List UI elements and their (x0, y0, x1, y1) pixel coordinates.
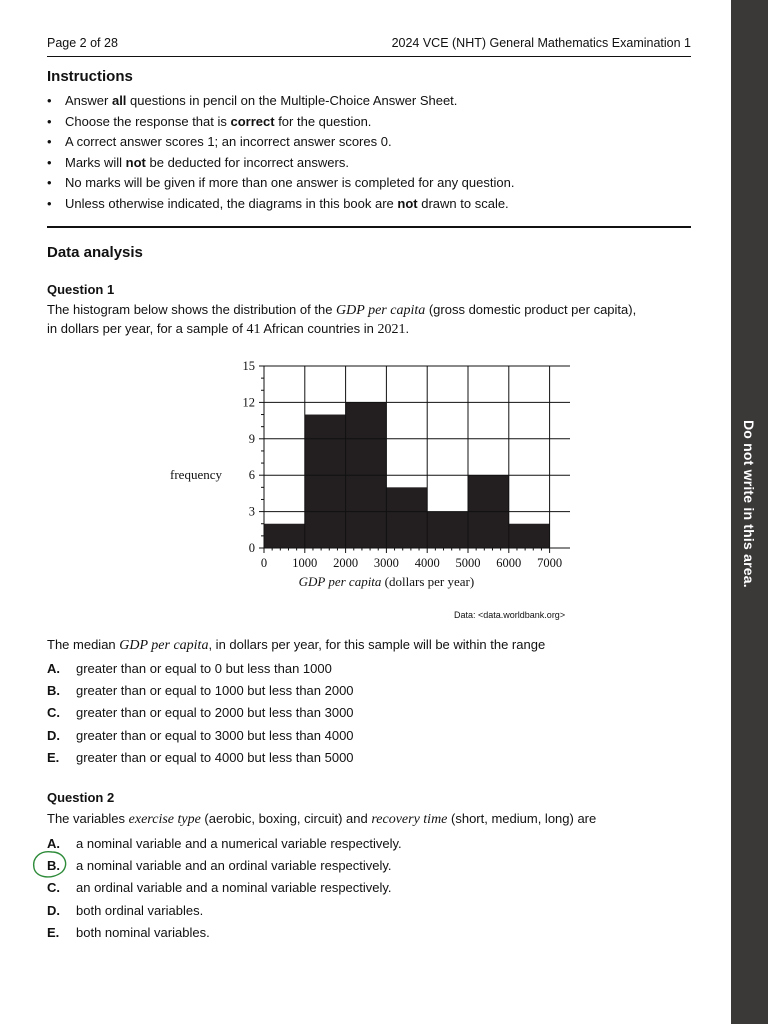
question-1-title: Question 1 (47, 282, 115, 297)
option-text: greater than or equal to 3000 but less than 4000 (76, 727, 354, 743)
y-axis-label: frequency (170, 467, 222, 482)
option-letter: B. (47, 683, 60, 699)
y-tick-label: 12 (242, 395, 255, 410)
option-letter: D. (47, 727, 60, 743)
x-tick-label: 3000 (373, 556, 399, 570)
histogram-bar (509, 524, 550, 548)
option-text: greater than or equal to 0 but less than 1000 (76, 661, 332, 676)
option-letter: E. (47, 749, 60, 765)
x-tick-label: 1000 (292, 556, 318, 570)
x-axis-label-unit: (dollars per year) (381, 574, 475, 589)
y-tick-label: 3 (248, 504, 255, 519)
answer-circle (30, 848, 70, 882)
x-tick-label: 5000 (455, 556, 481, 570)
instructions-title: Instructions (47, 68, 133, 85)
instruction-item: • Choose the response that is correct for the question. (47, 113, 514, 134)
option-text: greater than or equal to 2000 but less than 3000 (76, 705, 354, 721)
x-tick-label: 6000 (496, 556, 522, 570)
option-letter: A. (47, 836, 60, 851)
question-2-stem: The variables exercise type (aerobic, boxing, circuit) and recovery time (short, medium, long) are (47, 811, 597, 827)
y-tick-label: 6 (248, 468, 255, 483)
option-letter: B. (47, 858, 60, 874)
option-text: greater than or equal to 4000 but less than 5000 (76, 749, 354, 765)
divider (47, 226, 691, 228)
histogram-bar (305, 415, 346, 548)
y-tick-label: 9 (248, 431, 255, 446)
gdp-histogram (150, 355, 590, 600)
page-header (47, 36, 691, 57)
option-text: an ordinal variable and a nominal variable respectively. (76, 880, 392, 896)
option-letter: D. (47, 902, 60, 918)
option-letter: C. (47, 880, 60, 896)
option-text: both ordinal variables. (76, 902, 204, 918)
instruction-item: • Marks will not be deducted for incorrect answers. (47, 154, 514, 175)
do-not-write-notice: Do not write in this area. (741, 420, 757, 588)
instruction-item: • No marks will be given if more than one answer is completed for any question. (47, 174, 514, 195)
histogram-bar (386, 487, 427, 548)
x-tick-label: 4000 (414, 556, 440, 570)
option-letter: A. (47, 661, 60, 676)
option-text: a nominal variable and a numerical variable respectively. (76, 836, 402, 851)
y-tick-label: 0 (248, 541, 255, 555)
page-number: Page 2 of 28 (47, 36, 118, 50)
instruction-item: • Unless otherwise indicated, the diagrams in this book are not drawn to scale. (47, 195, 514, 216)
option-text: a nominal variable and an ordinal variable respectively. (76, 858, 392, 874)
option-letter: E. (47, 924, 60, 940)
option-letter: C. (47, 705, 60, 721)
instructions-list (47, 92, 514, 216)
x-tick-label: 7000 (537, 556, 563, 570)
x-axis-label (299, 574, 475, 589)
histogram-bar (264, 524, 305, 548)
section-title: Data analysis (47, 244, 143, 261)
option-text: greater than or equal to 1000 but less than 2000 (76, 683, 354, 699)
option-text: both nominal variables. (76, 924, 210, 940)
instruction-item: • A correct answer scores 1; an incorrect answer scores 0. (47, 133, 514, 154)
exam-title: 2024 VCE (NHT) General Mathematics Examination 1 (391, 36, 691, 50)
x-axis-label-variable: GDP per capita (298, 574, 382, 589)
x-tick-label: 2000 (333, 556, 359, 570)
x-tick-label: 0 (260, 556, 268, 570)
histogram-bar (427, 512, 468, 548)
y-tick-label: 15 (242, 359, 255, 373)
data-source: Data: <data.worldbank.org> (454, 610, 566, 620)
question-1-intro: The histogram below shows the distribution of the GDP per capita (gross domestic product per capita), in dollars per year, for a sample of 41 African countries in 2021. (47, 302, 637, 337)
question-2-title: Question 2 (47, 790, 115, 805)
question-1-stem: The median GDP per capita, in dollars per year, for this sample will be within the range (47, 637, 546, 653)
instruction-item: • Answer all questions in pencil on the Multiple-Choice Answer Sheet. (47, 92, 514, 113)
